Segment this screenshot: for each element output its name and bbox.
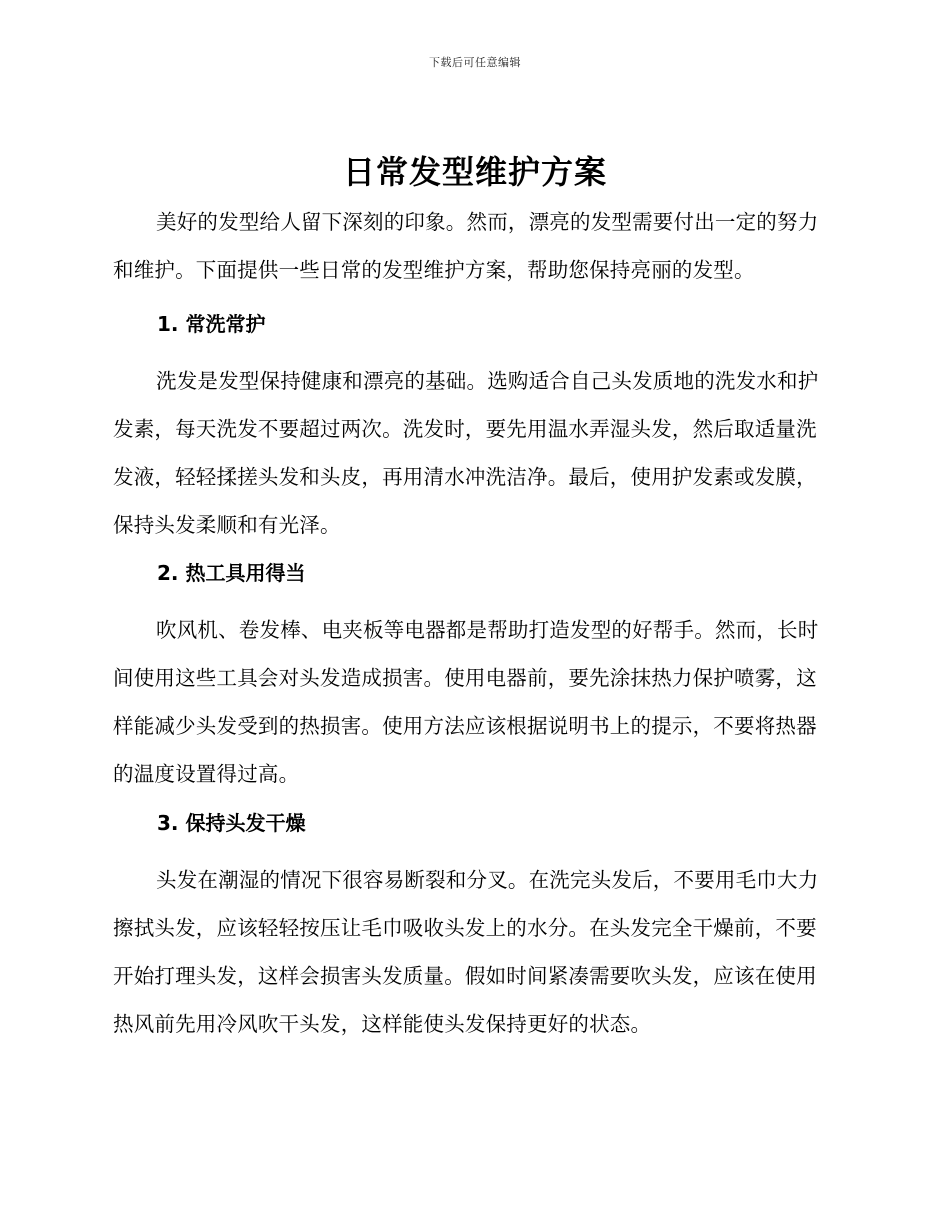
section-body-2: 吹风机、卷发棒、电夹板等电器都是帮助打造发型的好帮手。然而，长时间使用这些工具会对头发造成损害。使用电器前，要先涂抹热力保护喷雾，这样能减少头发受到的热损害。使用方法应该根据说明书上的提示，不要将热器的温度设置得过高。 <box>113 618 819 786</box>
section-heading-3: 3. 保持头发干燥 <box>157 811 306 835</box>
section-body-3: 头发在潮湿的情况下很容易断裂和分叉。在洗完头发后，不要用毛巾大力擦拭头发，应该轻轻按压让毛巾吸收头发上的水分。在头发完全干燥前，不要开始打理头发，这样会损害头发质量。假如时间紧凑需要吹头发，应该在使用热风前先用冷风吹干头发，这样能使头发保持更好的状态。 <box>113 868 819 1036</box>
document-title: 日常发型维护方案 <box>342 153 607 191</box>
intro-paragraph: 美好的发型给人留下深刻的印象。然而，漂亮的发型需要付出一定的努力和维护。下面提供一些日常的发型维护方案，帮助您保持亮丽的发型。 <box>113 210 819 282</box>
section-heading-1: 1. 常洗常护 <box>157 312 266 336</box>
header-note: 下载后可任意编辑 <box>429 56 521 69</box>
section-heading-2: 2. 热工具用得当 <box>157 561 306 585</box>
section-body-1: 洗发是发型保持健康和漂亮的基础。选购适合自己头发质地的洗发水和护发素，每天洗发不要超过两次。洗发时，要先用温水弄湿头发，然后取适量洗发液，轻轻揉搓头发和头皮，再用清水冲洗洁净。最后，使用护发素或发膜，保持头发柔顺和有光泽。 <box>113 369 819 537</box>
